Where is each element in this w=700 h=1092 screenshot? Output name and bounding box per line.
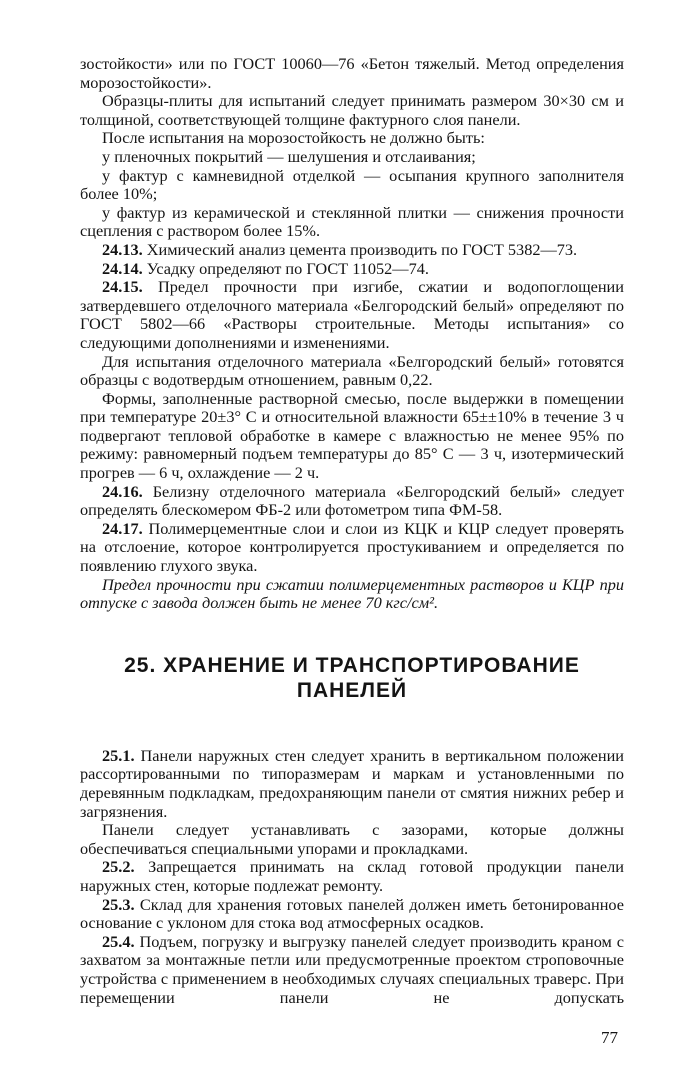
text-block-section-24 <box>80 55 624 613</box>
paragraph-text: Полимерцементные слои и слои из КЦК и КЦР следует проверять на отслоение, которое контролируется простукиванием и определяется по появлению глухого звука. <box>80 518 624 576</box>
paragraph-text: Химический анализ цемента производить по ГОСТ 5382—73. <box>142 239 578 259</box>
paragraph-text: Для испытания отделочного материала «Белгородский белый» готовятся образцы с водотвердым отношением, равным 0,22. <box>80 351 624 390</box>
paragraph <box>80 858 624 895</box>
clause-number: 25.4. <box>102 931 135 951</box>
section-heading <box>80 653 624 703</box>
paragraph <box>80 278 624 352</box>
paragraph-text: у фактур с камневидной отделкой — осыпания крупного заполнителя более 10%; <box>80 165 624 204</box>
paragraph-text: Склад для хранения готовых панелей должен иметь бетонированное основание с уклоном для стока вод атмосферных осадков. <box>80 894 624 933</box>
paragraph-text: Панели следует устанавливать с зазорами, которые должны обеспечиваться специальными упорами и прокладками. <box>80 820 624 858</box>
paragraph <box>80 241 624 260</box>
paragraph <box>80 167 624 204</box>
paragraph <box>80 55 624 92</box>
paragraph-text: Усадку определяют по ГОСТ 11052—74. <box>142 258 429 278</box>
paragraph-text: зостойкости» или по ГОСТ 10060—76 «Бетон тяжелый. Метод определения морозостойкости». <box>80 54 624 92</box>
paragraph <box>80 821 624 858</box>
paragraph <box>80 353 624 390</box>
paragraph-text: После испытания на морозостойкость не должно быть: <box>102 128 485 148</box>
section-heading-line-1: 25. ХРАНЕНИЕ И ТРАНСПОРТИРОВАНИЕ <box>124 653 580 677</box>
section-heading-line-2: ПАНЕЛЕЙ <box>296 678 408 702</box>
paragraph <box>80 483 624 520</box>
paragraph-text: Запрещается принимать на склад готовой продукции панели наружных стен, которые подлежат ремонту. <box>80 857 624 895</box>
paragraph <box>80 390 624 483</box>
paragraph <box>80 148 624 167</box>
paragraph-text: Предел прочности при сжатии полимерцементных растворов и КЦР при отпуске с завода должен быть не менее 70 кгс/см². <box>80 574 624 613</box>
page-number: 77 <box>601 1028 618 1047</box>
paragraph-text: Белизну отделочного материала «Белгородский белый» следует определять блескомером ФБ-2 или фотометром типа ФМ-58. <box>80 481 624 520</box>
paragraph <box>80 129 624 148</box>
paragraph <box>80 204 624 241</box>
clause-number: 24.16. <box>102 481 143 501</box>
paragraph-text: Формы, заполненные растворной смесью, после выдержки в помещении при температуре 20±3° С и относительной влажности 65±±10% в течение 3 ч подвергают тепловой обработке в камере с влажностью не менее 95% по режиму: равномерный подъем температуры до 85° С — 3 ч, изотермический прогрев — 6 ч, охлаждение — 2 ч. <box>80 388 624 483</box>
paragraph <box>80 576 624 613</box>
paragraph-text: у пленочных покрытий — шелушения и отслаивания; <box>102 146 476 166</box>
paragraph <box>80 260 624 279</box>
paragraph <box>80 520 624 576</box>
clause-number: 24.15. <box>102 277 143 297</box>
clause-number: 25.3. <box>102 894 135 914</box>
clause-number: 25.2. <box>102 857 135 877</box>
paragraph <box>80 933 624 1007</box>
paragraph-text: Образцы-плиты для испытаний следует принимать размером 30×30 см и толщиной, соответствующей толщине фактурного слоя панели. <box>80 91 624 129</box>
paragraph <box>80 747 624 821</box>
paragraph <box>80 896 624 933</box>
clause-number: 24.14. <box>102 258 143 278</box>
paragraph-text: Предел прочности при изгибе, сжатии и водопоглощении затвердевшего отделочного материала «Белгородский белый» определяют по ГОСТ 5802—66 «Растворы строительные. Методы испытания» со следующими дополнениями и изменениями. <box>80 277 624 352</box>
clause-number: 24.17. <box>102 518 143 538</box>
text-block-section-25 <box>80 747 624 1007</box>
clause-number: 25.1. <box>102 745 135 765</box>
clause-number: 24.13. <box>102 239 143 259</box>
paragraph-text: Подъем, погрузку и выгрузку панелей следует производить краном с захватом за монтажные петли или предусмотренные проектом строповочные устройства с применением в необходимых случаях специальных траверс. При перемещении панели не допускать <box>80 931 624 1007</box>
paragraph-text: у фактур из керамической и стеклянной плитки — снижения прочности сцепления с раствором более 15%. <box>80 202 624 241</box>
paragraph-text: Панели наружных стен следует хранить в вертикальном положении рассортированными по типоразмерам и маркам и установленными по деревянным подкладкам, предохраняющим панели от смятия нижних ребер и загрязнения. <box>80 745 624 821</box>
document-page <box>80 55 624 1007</box>
paragraph <box>80 92 624 129</box>
